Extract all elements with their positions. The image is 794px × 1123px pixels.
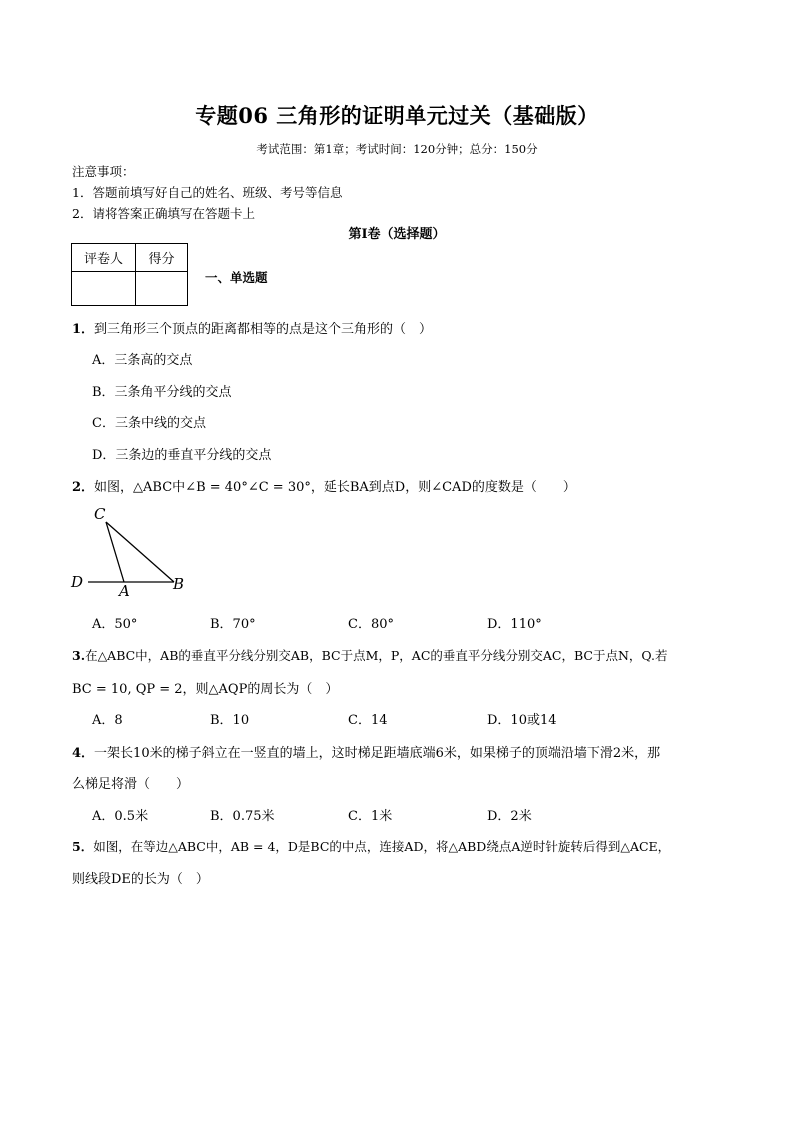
line-cb xyxy=(106,522,174,582)
notes-item-1: 1．答题前填写好自己的姓名、班级、考号等信息 xyxy=(72,185,343,200)
line-ca xyxy=(106,522,124,582)
grader-header-1: 评卷人 xyxy=(72,244,136,272)
question-1-option-b: B．三条角平分线的交点 xyxy=(92,385,232,400)
question-2-option-b: B．70° xyxy=(210,617,256,632)
question-1-option-d: D．三条边的垂直平分线的交点 xyxy=(92,448,272,463)
question-1-stem: 到三角形三个顶点的距离都相等的点是这个三角形的（ ） xyxy=(94,322,433,337)
figure-label-c: C xyxy=(94,505,106,523)
question-4 xyxy=(72,742,660,761)
question-4-option-c: C．1米 xyxy=(348,809,393,824)
question-1-option-a: A．三条高的交点 xyxy=(92,353,193,368)
figure-label-b: B xyxy=(173,575,185,593)
question-3-number: 3. xyxy=(72,648,86,663)
figure-label-d: D xyxy=(71,573,84,591)
question-3-stem-line-1: 在△ABC中，AB的垂直平分线分别交AB，BC于点M，P，AC的垂直平分线分别交AC，BC于点N，Q.若 xyxy=(85,648,668,663)
question-2-option-c: C．80° xyxy=(348,617,394,632)
question-4-option-a: A．0.5米 xyxy=(92,809,149,824)
question-3-option-b: B．10 xyxy=(210,713,250,728)
page-title: 专题06 三角形的证明单元过关（基础版） xyxy=(195,103,599,128)
section-title: 第I卷（选择题） xyxy=(348,227,446,242)
question-2-option-d: D．110° xyxy=(487,617,542,632)
question-5-stem-line-2: 则线段DE的长为（ ） xyxy=(72,872,209,887)
question-5 xyxy=(72,837,670,855)
question-1-option-c: C．三条中线的交点 xyxy=(92,416,206,431)
grader-header-2: 得分 xyxy=(136,244,188,272)
question-2-stem: 如图，△ABC中∠B = 40°∠C = 30°，延长BA到点D，则∠CAD的度数是（ ） xyxy=(94,480,576,495)
question-2-number: 2． xyxy=(72,480,95,495)
question-1-number: 1． xyxy=(72,322,95,337)
question-2-option-a: A．50° xyxy=(92,617,138,632)
grader-table xyxy=(71,243,188,306)
question-4-number: 4． xyxy=(72,746,95,761)
question-2-figure xyxy=(66,500,206,600)
question-3-option-a: A．8 xyxy=(92,713,123,728)
exam-info: 考试范围：第1章；考试时间：120分钟；总分：150分 xyxy=(256,142,538,156)
question-5-number: 5． xyxy=(72,839,94,854)
question-1 xyxy=(72,318,432,337)
question-4-option-d: D．2米 xyxy=(487,809,532,824)
question-4-option-b: B．0.75米 xyxy=(210,809,275,824)
grader-cell-2 xyxy=(136,272,188,306)
notes-heading: 注意事项： xyxy=(72,164,135,179)
question-5-stem-line-1: 如图，在等边△ABC中，AB = 4，D是BC的中点，连接AD，将△ABD绕点A逆时针旋转后得到△ACE， xyxy=(93,839,671,854)
grader-cell-1 xyxy=(72,272,136,306)
question-3-stem-line-2: BC = 10, QP = 2，则△AQP的周长为（ ） xyxy=(72,682,339,697)
question-3 xyxy=(72,646,668,664)
figure-label-a: A xyxy=(119,582,130,600)
question-4-stem-line-2: 么梯足将滑（ ） xyxy=(72,777,190,792)
notes-item-2: 2．请将答案正确填写在答题卡上 xyxy=(72,206,255,221)
question-4-stem-line-1: 一架长10米的梯子斜立在一竖直的墙上，这时梯足距墙底端6米，如果梯子的顶端沿墙下滑2米，那 xyxy=(94,746,661,761)
part-title: 一、单选题 xyxy=(205,270,268,285)
question-2 xyxy=(72,476,576,495)
question-3-option-c: C．14 xyxy=(348,713,388,728)
question-3-option-d: D．10或14 xyxy=(487,713,557,728)
